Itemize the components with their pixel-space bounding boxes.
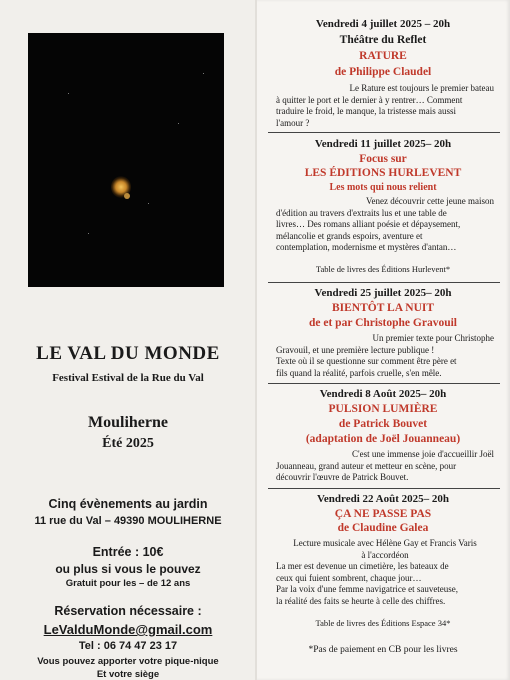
event-author: de Philippe Claudel [334, 66, 432, 78]
festival-subtitle: Festival Estival de la Rue du Val [52, 372, 204, 384]
chair-note: Et votre siège [96, 669, 160, 680]
event-description: Lecture musicale avec Hélène Gay et Francis Varis à l'accordéon La mer est devenue un cimetière, les bateaux de ceux qui fuient sombrent, chaque jour… Par la voix d'une femme navigatrice et sauveteuse, la réalité des faits se heurte à celle des chiffres. [276, 538, 477, 606]
reservation-label: Réservation nécessaire : [54, 604, 202, 618]
divider [268, 383, 500, 384]
event-description: Venez découvrir cette jeune maison d'édition au travers d'extraits lus et une table de livres… Des romans alliant poésie et dépaysement, mélancolie et grands espoirs, aventure et contemplation, modernisme et mystères d'antan… [276, 196, 494, 253]
event-company: Théâtre du Reflet [339, 34, 427, 46]
event-date: Vendredi 8 Août 2025– 20h [319, 388, 447, 400]
festival-title: LE VAL DU MONDE [36, 343, 220, 364]
books-note: Table de livres des Éditions Espace 34* [315, 618, 451, 628]
event-tagline: Les mots qui nous relient [329, 182, 437, 193]
books-note: Table de livres des Éditions Hurlevent* [315, 264, 451, 274]
event-date: Vendredi 4 juillet 2025 – 20h [315, 18, 451, 30]
event-title: BIENTÔT LA NUIT [331, 302, 435, 314]
event-adaptation: (adaptation de Joël Jouanneau) [305, 433, 461, 445]
event-title: ÇA NE PASSE PAS [334, 508, 432, 520]
star [203, 73, 204, 74]
event-date: Vendredi 25 juillet 2025– 20h [314, 287, 452, 299]
event-author: de et par Christophe Gravouil [308, 317, 457, 329]
event-description: Un premier texte pour Christophe Gravouil, et une première lecture publique ! Texte où il se questionne sur comment être père et fils quand la réalité, parfois cruelle, s'en mêle. [276, 333, 494, 378]
event-description: Le Rature est toujours le premier bateau à quitter le port et le dernier à y rentrer… Comment traduire le froid, le manque, la tristesse mais aussi l'amour ? [276, 83, 494, 128]
city-name: Mouliherne [88, 414, 168, 431]
entry-price: Entrée : 10€ [92, 545, 164, 559]
phone-number: Tel : 06 74 47 23 17 [78, 640, 178, 652]
event-title: PULSION LUMIÈRE [328, 403, 438, 415]
divider [268, 282, 500, 283]
event-author: de Patrick Bouvet [338, 418, 428, 430]
divider [268, 132, 500, 133]
payment-note: *Pas de paiement en CB pour les livres [308, 645, 458, 655]
events-line: Cinq évènements au jardin [48, 497, 208, 511]
event-author: de Claudine Galea [337, 522, 429, 534]
divider [268, 488, 500, 489]
star [178, 123, 179, 124]
event-date: Vendredi 22 Août 2025– 20h [316, 493, 450, 505]
event-title: LES ÉDITIONS HURLEVENT [304, 167, 462, 179]
star [68, 93, 69, 94]
address: 11 rue du Val – 49390 MOULIHERNE [34, 515, 222, 527]
picnic-note: Vous pouvez apporter votre pique-nique [37, 656, 219, 667]
entry-free: Gratuit pour les – de 12 ans [65, 578, 191, 589]
event-description: C'est une immense joie d'accueillir Joël Jouanneau, grand auteur et metteur en scène, pour découvrir l'œuvre de Patrick Bouvet. [276, 449, 494, 483]
lantern-reflection [124, 193, 130, 199]
email-link[interactable]: LeValduMonde@gmail.com [43, 622, 213, 637]
entry-more: ou plus si vous le pouvez [55, 562, 201, 576]
star [148, 203, 149, 204]
season: Été 2025 [102, 436, 154, 451]
event-focus: Focus sur [359, 153, 407, 165]
night-photo [28, 33, 224, 287]
event-date: Vendredi 11 juillet 2025– 20h [314, 138, 452, 150]
star [88, 233, 89, 234]
event-title: RATURE [359, 50, 407, 62]
